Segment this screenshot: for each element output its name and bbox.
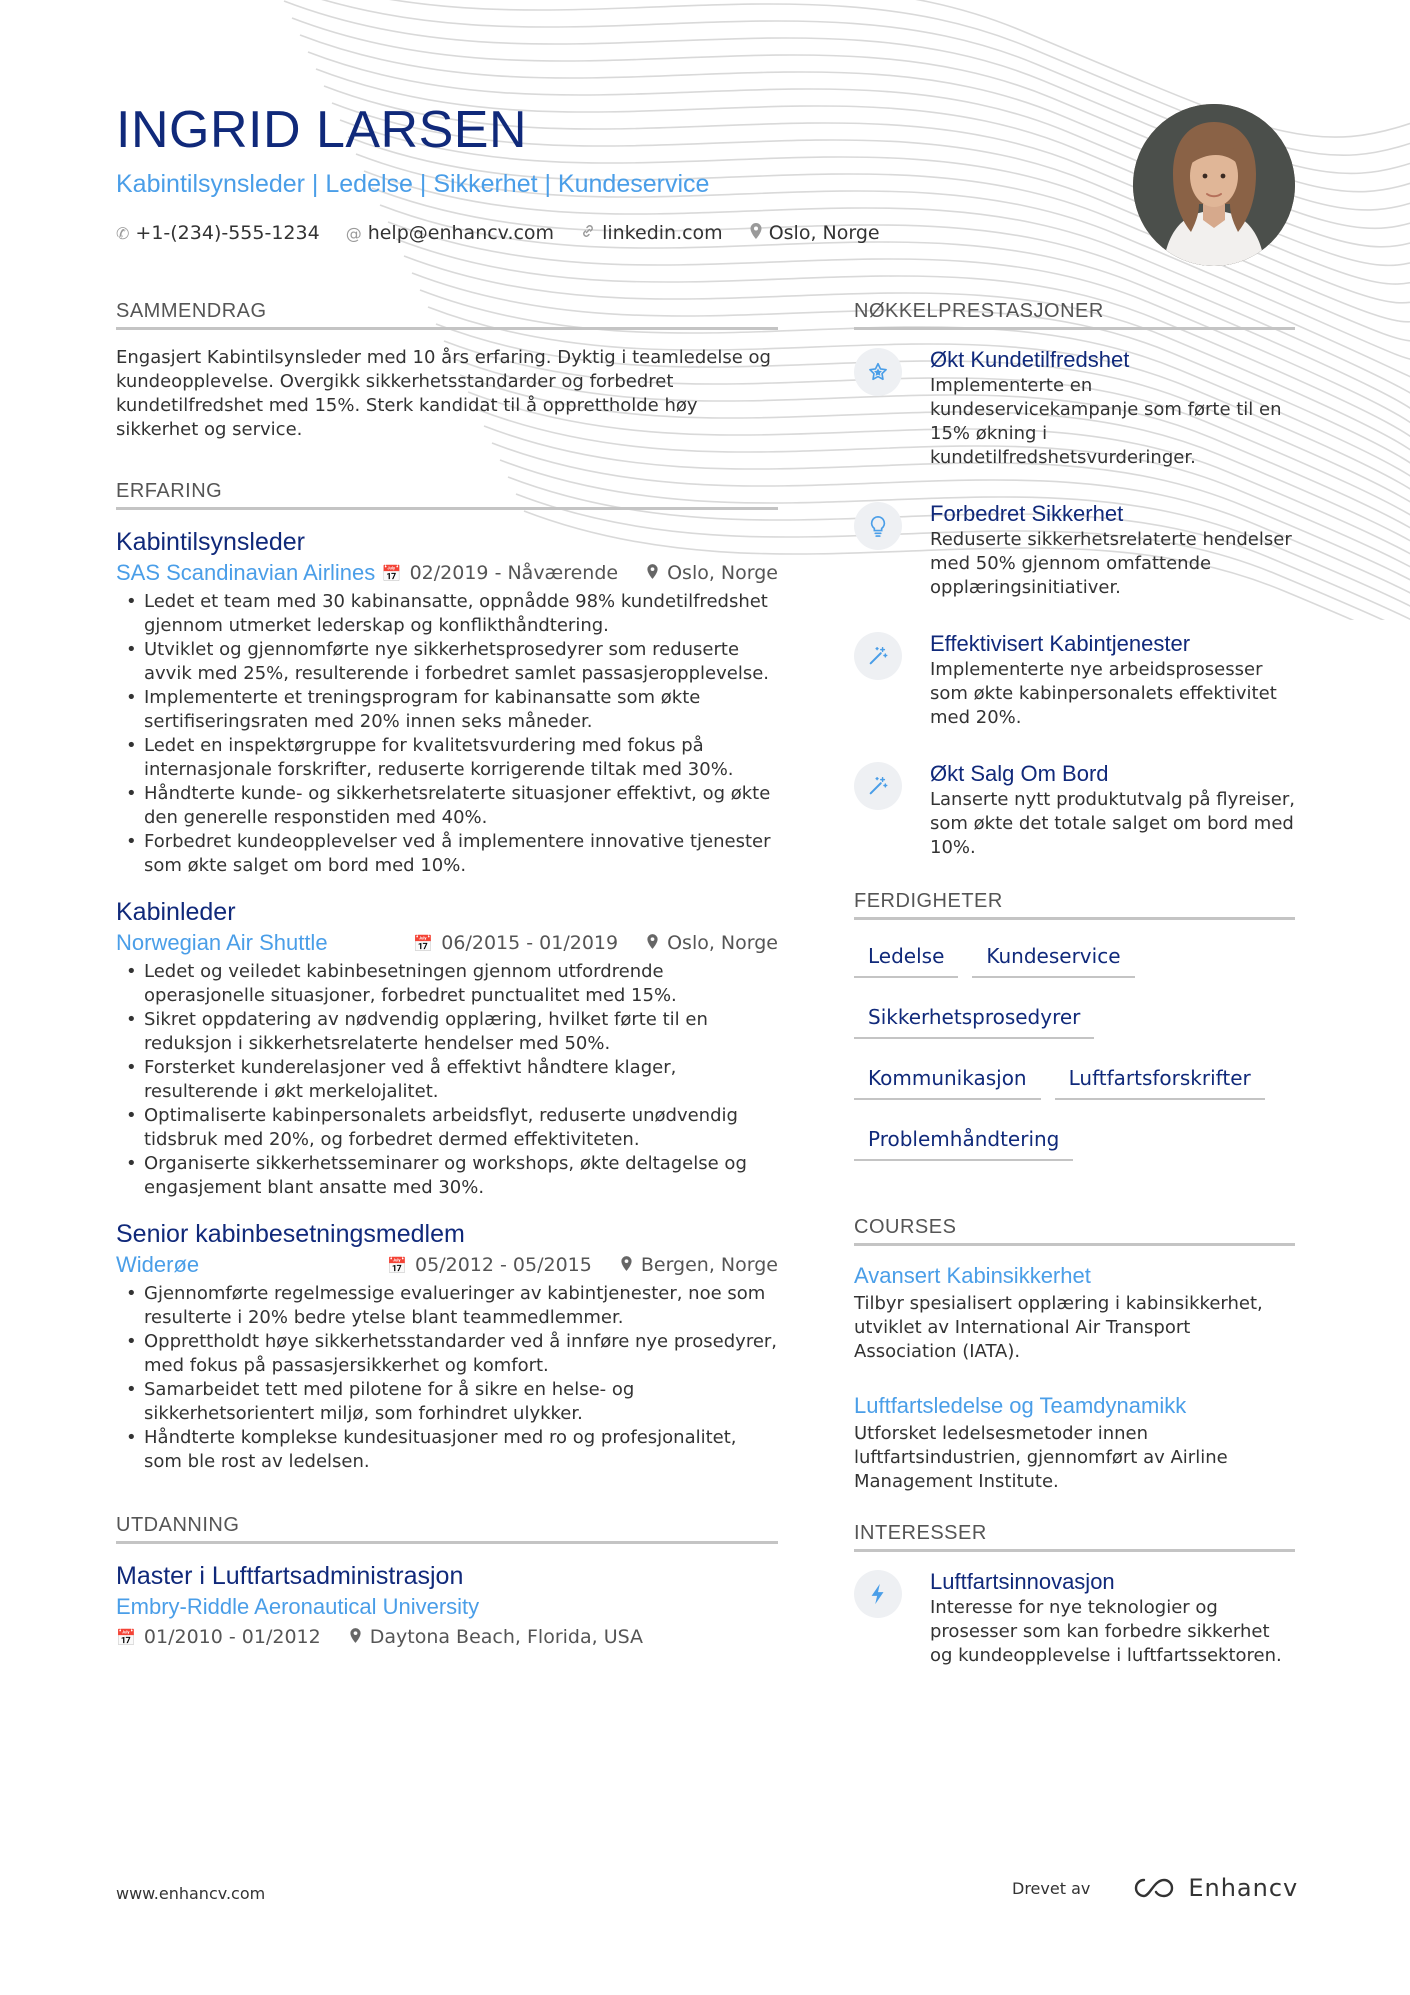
achievement-title: Økt Kundetilfredshet (930, 347, 1130, 372)
contact-linkedin[interactable] (580, 222, 723, 244)
job-date-text: 06/2015 - 01/2019 (441, 932, 619, 954)
job-entry (116, 896, 778, 1200)
list-item: • Samarbeidet tett med pilotene for å sikre en helse- og sikkerhetsorientert miljø, som forhindret ulykker. (116, 1378, 778, 1426)
linkedin-text: linkedin.com (602, 222, 723, 244)
interest-item (854, 1568, 1295, 1668)
brand-logo[interactable] (1132, 1874, 1298, 1902)
job-bullets (116, 960, 778, 1200)
job-location-text: Oslo, Norge (667, 562, 778, 584)
list-item: • Håndterte kunde- og sikkerhetsrelaterte situasjoner effektivt, og økte den generelle responstiden med 40%. (116, 782, 778, 830)
list-item: • Implementerte et treningsprogram for kabinansatte som økte sertifiseringsraten med 20% innen seks måneder. (116, 686, 778, 734)
location-pin-icon (349, 1627, 362, 1648)
education-section (116, 1514, 778, 1648)
contact-list (116, 222, 1116, 244)
summary-heading: SAMMENDRAG (116, 300, 778, 330)
course-desc: Utforsket ledelsesmetoder innen luftfartsindustrien, gjennomført av Airline Management Institute. (854, 1423, 1228, 1492)
calendar-icon: 📅 (381, 563, 402, 583)
location-text: Oslo, Norge (768, 222, 880, 244)
course-desc: Tilbyr spesialisert opplæring i kabinsikkerhet, utviklet av International Air Transport Association (IATA). (854, 1293, 1263, 1362)
infinity-logo-icon (1132, 1876, 1178, 1900)
interests-section (854, 1522, 1295, 1668)
summary-section (116, 300, 778, 442)
job-company: Norwegian Air Shuttle (116, 930, 328, 955)
achievements-section (854, 300, 1295, 860)
skill-tag: Kundeservice (972, 934, 1134, 978)
list-item: • Forbedret kundeopplevelser ved å implementere innovative tjenester som økte salget om bord med 10%. (116, 830, 778, 878)
achievement-desc: Reduserte sikkerhetsrelaterte hendelser med 50% gjennom omfattende opplæringsinitiativer. (930, 529, 1292, 598)
interests-heading: INTERESSER (854, 1522, 1295, 1552)
job-date (413, 932, 618, 954)
course-item (854, 1392, 1295, 1494)
list-item: • Utviklet og gjennomførte nye sikkerhetsprosedyrer som reduserte avvik med 25%, resulterende i forbedret samlet passasjeropplevelse. (116, 638, 778, 686)
contact-email[interactable] (346, 222, 554, 244)
interest-title: Luftfartsinnovasjon (930, 1569, 1115, 1594)
interest-desc: Interesse for nye teknologier og prosesser som kan forbedre sikkerhet og kundeopplevelse i luftfartssektoren. (930, 1597, 1282, 1666)
job-location-text: Bergen, Norge (640, 1254, 778, 1276)
experience-section (116, 480, 778, 1474)
list-item: • Ledet et team med 30 kabinansatte, oppnådde 98% kundetilfredshet gjennom utmerket lederskap og konflikthåndtering. (116, 590, 778, 638)
resume-header (116, 100, 1116, 244)
lightning-icon (854, 1570, 902, 1618)
job-title: Kabinleder (116, 898, 236, 926)
job-meta (116, 930, 778, 956)
location-pin-icon (646, 933, 659, 954)
achievement-title: Effektivisert Kabintjenester (930, 631, 1191, 656)
profile-photo (1133, 104, 1295, 266)
skills-list (854, 934, 1295, 1178)
course-item (854, 1262, 1295, 1364)
job-meta (116, 1252, 778, 1278)
lightbulb-icon (854, 502, 902, 550)
degree-title: Master i Luftfartsadministrasjon (116, 1562, 464, 1590)
course-title: Luftfartsledelse og Teamdynamikk (854, 1393, 1187, 1418)
course-title: Avansert Kabinsikkerhet (854, 1263, 1091, 1288)
education-date (116, 1626, 321, 1648)
job-location (620, 1254, 778, 1276)
courses-heading: COURSES (854, 1216, 1295, 1246)
job-bullets (116, 1282, 778, 1474)
job-location (646, 562, 778, 584)
phone-text: +1-(234)-555-1234 (135, 222, 320, 244)
education-location-text: Daytona Beach, Florida, USA (369, 1626, 644, 1648)
skill-tag: Luftfartsforskrifter (1055, 1056, 1265, 1100)
list-item: • Ledet og veiledet kabinbesetningen gjennom utfordrende operasjonelle situasjoner, forbedret punctualitet med 15%. (116, 960, 778, 1008)
list-item: • Ledet en inspektørgruppe for kvalitetsvurdering med fokus på internasjonale forskrifter, reduserte korrigerende tiltak med 30%. (116, 734, 778, 782)
education-location (349, 1626, 643, 1648)
email-text: help@enhancv.com (367, 222, 555, 244)
skills-section (854, 890, 1295, 1178)
education-heading: UTDANNING (116, 1514, 778, 1544)
job-date (387, 1254, 592, 1276)
list-item: • Optimaliserte kabinpersonalets arbeidsflyt, reduserte unødvendig tidsbruk med 20%, og forbedret dermed effektiviteten. (116, 1104, 778, 1152)
school-name: Embry-Riddle Aeronautical University (116, 1594, 480, 1619)
contact-phone[interactable] (116, 222, 320, 244)
skills-heading: FERDIGHETER (854, 890, 1295, 920)
job-title: Senior kabinbesetningsmedlem (116, 1220, 465, 1248)
star-icon (854, 348, 902, 396)
job-company: Widerøe (116, 1252, 200, 1277)
candidate-subtitle: Kabintilsynsleder | Ledelse | Sikkerhet | Kundeservice (116, 170, 710, 198)
list-item: • Organiserte sikkerhetsseminarer og workshops, økte deltagelse og engasjement blant ansatte med 30%. (116, 1152, 778, 1200)
list-item: • Håndterte komplekse kundesituasjoner med ro og profesjonalitet, som ble rost av ledelsen. (116, 1426, 778, 1474)
courses-section (854, 1216, 1295, 1494)
achievement-item (854, 630, 1295, 730)
summary-text: Engasjert Kabintilsynsleder med 10 års erfaring. Dyktig i teamledelse og kundeopplevelse. Overgikk sikkerhetsstandarder og forbedret kundetilfredshet med 15%. Sterk kandidat til å opprettholde høy sikkerhet og service. (116, 347, 771, 440)
link-icon (580, 223, 596, 243)
calendar-icon: 📅 (387, 1255, 408, 1275)
magic-wand-icon (854, 632, 902, 680)
brand-name: Enhancv (1188, 1874, 1299, 1902)
contact-location (749, 222, 880, 244)
calendar-icon: 📅 (413, 933, 434, 953)
at-sign-icon: @ (345, 223, 362, 243)
job-location (646, 932, 778, 954)
skill-tag: Problemhåndtering (854, 1117, 1073, 1161)
location-pin-icon (749, 222, 763, 244)
achievement-desc: Lanserte nytt produktutvalg på flyreiser, som økte det totale salget om bord med 10%. (930, 789, 1295, 858)
list-item: • Forsterket kunderelasjoner ved å effektivt håndtere klager, resulterende i økt merkelojalitet. (116, 1056, 778, 1104)
skill-tag: Sikkerhetsprosedyrer (854, 995, 1094, 1039)
footer-branding (1012, 1874, 1298, 1902)
job-entry (116, 1218, 778, 1474)
experience-heading: ERFARING (116, 480, 778, 510)
job-title: Kabintilsynsleder (116, 528, 305, 556)
job-date-text: 05/2012 - 05/2015 (415, 1254, 592, 1276)
job-meta (116, 560, 778, 586)
achievement-item (854, 500, 1295, 600)
list-item: • Sikret oppdatering av nødvendig opplæring, hvilket førte til en reduksjon i sikkerhetsrelaterte hendelser med 50%. (116, 1008, 778, 1056)
achievement-item (854, 760, 1295, 860)
achievement-title: Økt Salg Om Bord (930, 761, 1109, 786)
candidate-name: INGRID LARSEN (116, 101, 528, 159)
job-company: SAS Scandinavian Airlines (116, 560, 376, 585)
education-date-text: 01/2010 - 01/2012 (143, 1626, 321, 1648)
list-item: • Gjennomførte regelmessige evalueringer av kabintjenester, noe som resulterte i 20% bedre ytelse blant teammedlemmer. (116, 1282, 778, 1330)
magic-wand-icon (854, 762, 902, 810)
job-entry (116, 526, 778, 878)
location-pin-icon (620, 1255, 633, 1276)
job-bullets (116, 590, 778, 878)
job-date-text: 02/2019 - Nåværende (409, 562, 619, 584)
calendar-icon: 📅 (116, 1627, 136, 1647)
skill-tag: Kommunikasjon (854, 1056, 1041, 1100)
location-pin-icon (646, 563, 659, 584)
right-column (854, 300, 1295, 1698)
job-location-text: Oslo, Norge (667, 932, 778, 954)
powered-by-label: Drevet av (1012, 1878, 1091, 1898)
achievement-title: Forbedret Sikkerhet (930, 501, 1124, 526)
job-date (382, 562, 618, 584)
phone-icon: ✆ (116, 223, 130, 243)
list-item: • Opprettholdt høye sikkerhetsstandarder ved å innføre nye prosedyrer, med fokus på passasjersikkerhet og komfort. (116, 1330, 778, 1378)
left-column (116, 300, 778, 1648)
achievement-desc: Implementerte nye arbeidsprosesser som økte kabinpersonalets effektivitet med 20%. (930, 659, 1277, 728)
achievement-desc: Implementerte en kundeservicekampanje som førte til en 15% økning i kundetilfredshetsvurderinger. (930, 375, 1282, 468)
skill-tag: Ledelse (854, 934, 958, 978)
education-meta (116, 1626, 778, 1648)
footer-website[interactable]: www.enhancv.com (116, 1884, 266, 1903)
achievements-heading: NØKKELPRESTASJONER (854, 300, 1295, 330)
achievement-item (854, 346, 1295, 470)
